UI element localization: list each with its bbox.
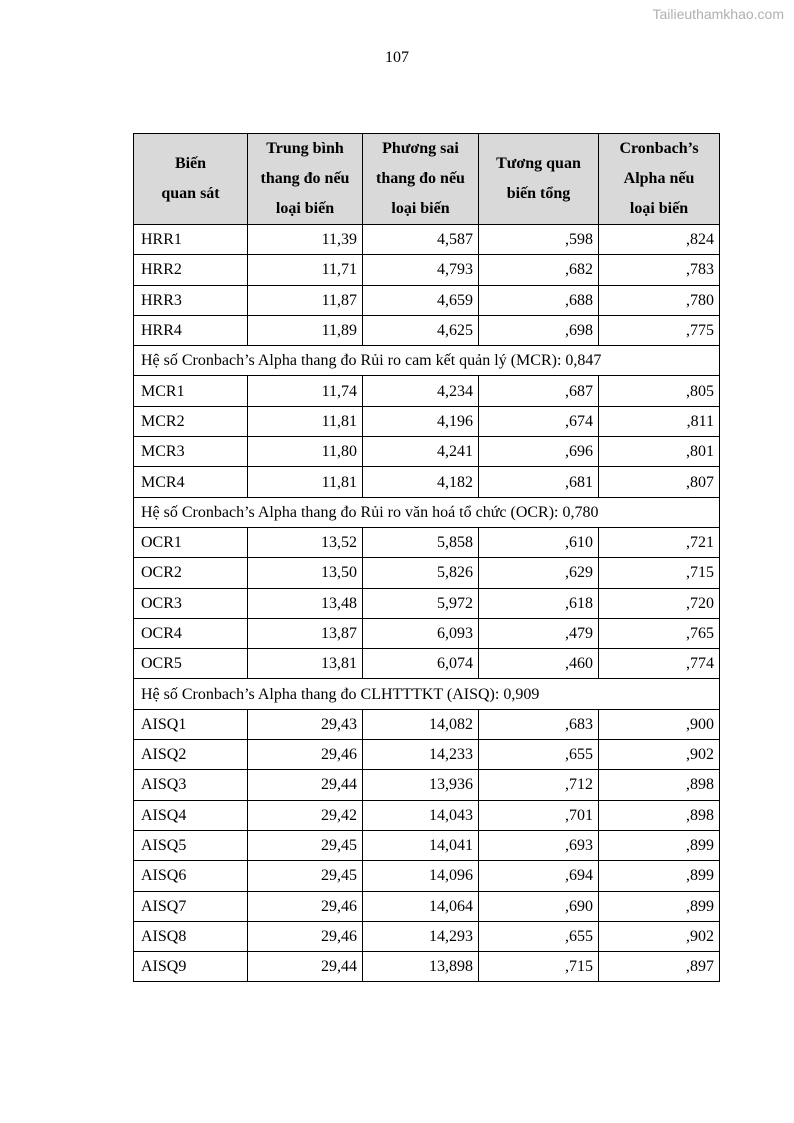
correlation-cell: ,610	[479, 527, 599, 557]
alpha-cell: ,715	[599, 558, 720, 588]
scale-variance-cell: 14,293	[363, 921, 479, 951]
table-row	[134, 376, 720, 406]
variable-cell: AISQ9	[134, 952, 248, 982]
scale-mean-cell: 29,46	[248, 891, 363, 921]
variable-cell: HRR3	[134, 285, 248, 315]
variable-cell: OCR5	[134, 649, 248, 679]
table-row	[134, 770, 720, 800]
correlation-cell: ,690	[479, 891, 599, 921]
variable-cell: MCR3	[134, 437, 248, 467]
correlation-cell: ,683	[479, 709, 599, 739]
correlation-cell: ,688	[479, 285, 599, 315]
alpha-cell: ,801	[599, 437, 720, 467]
scale-mean-cell: 11,81	[248, 406, 363, 436]
scale-variance-cell: 14,064	[363, 891, 479, 921]
scale-mean-cell: 29,43	[248, 709, 363, 739]
section-summary: Hệ số Cronbach’s Alpha thang đo Rủi ro cam kết quản lý (MCR): 0,847	[134, 346, 720, 376]
header-line: Biến	[174, 155, 207, 172]
scale-mean-cell: 11,89	[248, 315, 363, 345]
scale-mean-cell: 11,39	[248, 225, 363, 255]
variable-cell: OCR3	[134, 588, 248, 618]
table-row	[134, 225, 720, 255]
scale-variance-cell: 14,041	[363, 830, 479, 860]
scale-mean-cell: 29,45	[248, 830, 363, 860]
section-summary: Hệ số Cronbach’s Alpha thang đo Rủi ro văn hoá tổ chức (OCR): 0,780	[134, 497, 720, 527]
correlation-cell: ,479	[479, 618, 599, 648]
correlation-cell: ,598	[479, 225, 599, 255]
scale-variance-cell: 6,074	[363, 649, 479, 679]
variable-cell: AISQ1	[134, 709, 248, 739]
scale-mean-cell: 11,80	[248, 437, 363, 467]
scale-mean-cell: 13,48	[248, 588, 363, 618]
scale-variance-cell: 14,082	[363, 709, 479, 739]
table-row	[134, 921, 720, 951]
alpha-cell: ,765	[599, 618, 720, 648]
correlation-cell: ,712	[479, 770, 599, 800]
alpha-cell: ,805	[599, 376, 720, 406]
alpha-cell: ,811	[599, 406, 720, 436]
alpha-cell: ,780	[599, 285, 720, 315]
scale-mean-cell: 29,46	[248, 921, 363, 951]
correlation-cell: ,629	[479, 558, 599, 588]
header-line: biến tổng	[506, 185, 571, 202]
correlation-cell: ,701	[479, 800, 599, 830]
correlation-cell: ,682	[479, 255, 599, 285]
alpha-cell: ,899	[599, 830, 720, 860]
variable-cell: OCR2	[134, 558, 248, 588]
table-body	[134, 225, 720, 982]
header-line: loại biến	[629, 200, 689, 217]
table-row	[134, 527, 720, 557]
header-line: loại biến	[391, 200, 450, 217]
scale-variance-cell: 14,043	[363, 800, 479, 830]
variable-cell: HRR1	[134, 225, 248, 255]
alpha-cell: ,720	[599, 588, 720, 618]
alpha-cell: ,902	[599, 921, 720, 951]
scale-variance-cell: 5,858	[363, 527, 479, 557]
table-row	[134, 588, 720, 618]
scale-variance-cell: 5,826	[363, 558, 479, 588]
header-line: loại biến	[275, 200, 335, 217]
scale-variance-cell: 13,898	[363, 952, 479, 982]
table-row	[134, 861, 720, 891]
variable-cell: AISQ2	[134, 740, 248, 770]
scale-mean-cell: 29,46	[248, 740, 363, 770]
section-summary: Hệ số Cronbach’s Alpha thang đo CLHTTTKT (AISQ): 0,909	[134, 679, 720, 709]
variable-cell: AISQ8	[134, 921, 248, 951]
variable-cell: AISQ4	[134, 800, 248, 830]
variable-cell: MCR1	[134, 376, 248, 406]
scale-mean-cell: 29,44	[248, 770, 363, 800]
scale-variance-cell: 14,233	[363, 740, 479, 770]
scale-mean-cell: 13,81	[248, 649, 363, 679]
correlation-cell: ,655	[479, 921, 599, 951]
alpha-cell: ,807	[599, 467, 720, 497]
correlation-cell: ,693	[479, 830, 599, 860]
watermark: Tailieuthamkhao.com	[652, 6, 784, 22]
header-scale-variance	[363, 134, 479, 225]
header-line: Phương sai	[382, 140, 459, 157]
header-alpha-if-deleted	[599, 134, 720, 225]
correlation-cell: ,460	[479, 649, 599, 679]
scale-variance-cell: 4,659	[363, 285, 479, 315]
alpha-cell: ,900	[599, 709, 720, 739]
alpha-cell: ,898	[599, 770, 720, 800]
alpha-cell: ,897	[599, 952, 720, 982]
page-number: 107	[385, 49, 409, 66]
scale-mean-cell: 29,42	[248, 800, 363, 830]
scale-mean-cell: 13,87	[248, 618, 363, 648]
alpha-cell: ,898	[599, 800, 720, 830]
table-row	[134, 406, 720, 436]
scale-variance-cell: 4,241	[363, 437, 479, 467]
table-row	[134, 285, 720, 315]
scale-variance-cell: 4,234	[363, 376, 479, 406]
scale-mean-cell: 29,45	[248, 861, 363, 891]
section-row	[134, 679, 720, 709]
alpha-cell: ,774	[599, 649, 720, 679]
scale-variance-cell: 14,096	[363, 861, 479, 891]
alpha-cell: ,775	[599, 315, 720, 345]
scale-mean-cell: 11,81	[248, 467, 363, 497]
variable-cell: MCR4	[134, 467, 248, 497]
scale-variance-cell: 4,587	[363, 225, 479, 255]
correlation-cell: ,655	[479, 740, 599, 770]
scale-variance-cell: 4,196	[363, 406, 479, 436]
cronbach-alpha-table	[133, 133, 720, 982]
scale-variance-cell: 6,093	[363, 618, 479, 648]
table-row	[134, 649, 720, 679]
scale-mean-cell: 13,50	[248, 558, 363, 588]
scale-mean-cell: 13,52	[248, 527, 363, 557]
table-row	[134, 891, 720, 921]
scale-mean-cell: 11,87	[248, 285, 363, 315]
section-row	[134, 497, 720, 527]
alpha-cell: ,783	[599, 255, 720, 285]
table-row	[134, 740, 720, 770]
table-row	[134, 709, 720, 739]
variable-cell: OCR1	[134, 527, 248, 557]
scale-mean-cell: 29,44	[248, 952, 363, 982]
variable-cell: AISQ7	[134, 891, 248, 921]
header-item-total-correlation	[479, 134, 599, 225]
correlation-cell: ,681	[479, 467, 599, 497]
header-line: thang đo nếu	[260, 170, 350, 187]
variable-cell: AISQ3	[134, 770, 248, 800]
variable-cell: HRR2	[134, 255, 248, 285]
correlation-cell: ,715	[479, 952, 599, 982]
correlation-cell: ,694	[479, 861, 599, 891]
correlation-cell: ,698	[479, 315, 599, 345]
alpha-cell: ,902	[599, 740, 720, 770]
header-variable	[134, 134, 248, 225]
scale-variance-cell: 5,972	[363, 588, 479, 618]
table-row	[134, 467, 720, 497]
variable-cell: AISQ5	[134, 830, 248, 860]
scale-variance-cell: 13,936	[363, 770, 479, 800]
scale-mean-cell: 11,74	[248, 376, 363, 406]
variable-cell: HRR4	[134, 315, 248, 345]
alpha-cell: ,721	[599, 527, 720, 557]
variable-cell: AISQ6	[134, 861, 248, 891]
correlation-cell: ,687	[479, 376, 599, 406]
alpha-cell: ,899	[599, 861, 720, 891]
table-row	[134, 437, 720, 467]
correlation-cell: ,696	[479, 437, 599, 467]
variable-cell: MCR2	[134, 406, 248, 436]
correlation-cell: ,674	[479, 406, 599, 436]
header-line: Tương quan	[496, 155, 581, 172]
correlation-cell: ,618	[479, 588, 599, 618]
table-row	[134, 952, 720, 982]
table-row	[134, 558, 720, 588]
header-line: quan sát	[161, 185, 220, 202]
header-line: Cronbach’s	[619, 140, 699, 157]
variable-cell: OCR4	[134, 618, 248, 648]
table-row	[134, 830, 720, 860]
header-line: Alpha nếu	[623, 170, 695, 187]
table-header-row	[134, 134, 720, 225]
table-row	[134, 315, 720, 345]
scale-variance-cell: 4,625	[363, 315, 479, 345]
table-row	[134, 618, 720, 648]
table-row	[134, 800, 720, 830]
header-scale-mean	[248, 134, 363, 225]
alpha-cell: ,824	[599, 225, 720, 255]
header-line: Trung bình	[266, 140, 344, 157]
header-line: thang đo nếu	[376, 170, 465, 187]
scale-variance-cell: 4,793	[363, 255, 479, 285]
alpha-cell: ,899	[599, 891, 720, 921]
section-row	[134, 346, 720, 376]
scale-variance-cell: 4,182	[363, 467, 479, 497]
table-row	[134, 255, 720, 285]
scale-mean-cell: 11,71	[248, 255, 363, 285]
